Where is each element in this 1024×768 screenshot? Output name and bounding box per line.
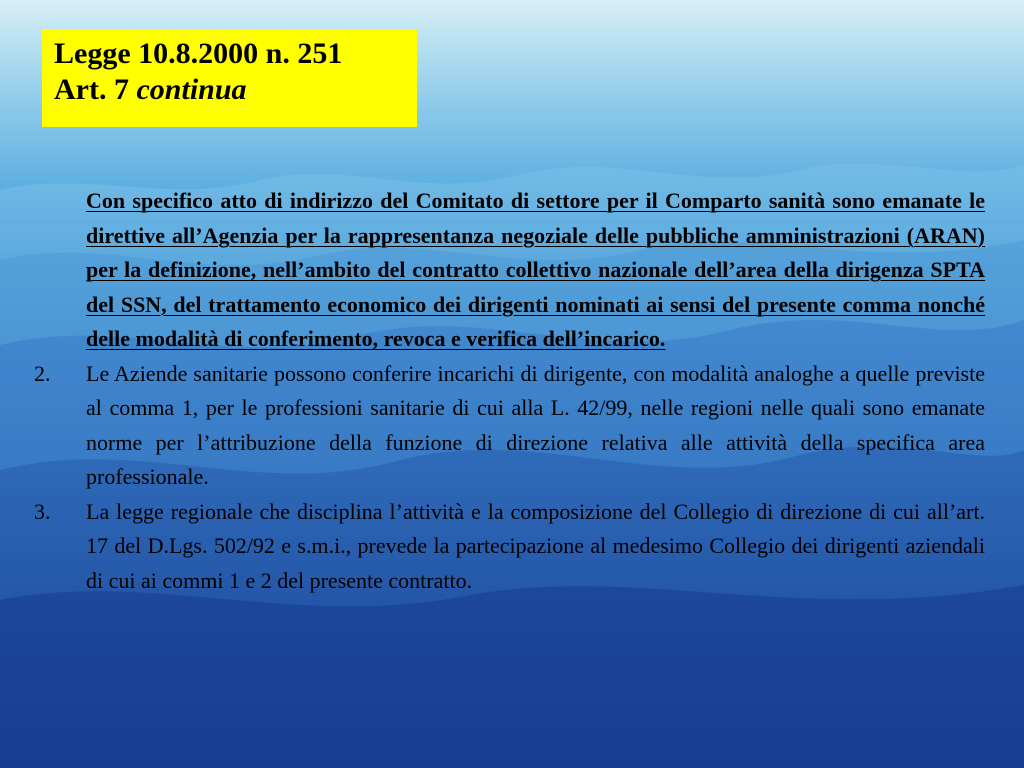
body-text — [34, 184, 985, 598]
title-line-2 — [54, 72, 417, 108]
title-box — [42, 29, 417, 127]
list-item-text: Le Aziende sanitarie possono conferire incarichi di dirigente, con modalità analoghe a quelle previste al comma 1, per le professioni sanitarie di cui alla L. 42/99, nelle regioni nelle quali sono emanate norme per l’attribuzione della funzione di direzione relativa alle attività della specifica area professionale. — [86, 360, 985, 489]
title-continua: continua — [136, 73, 247, 106]
list-item-text: La legge regionale che disciplina l’attività e la composizione del Collegio di direzione di cui all’art. 17 del D.Lgs. 502/92 e s.m.i., prevede la partecipazione al medesimo Collegio dei dirigenti aziendali di cui ai commi 1 e 2 del presente contratto. — [86, 498, 985, 593]
ridge-front — [0, 585, 1024, 768]
list-item — [34, 357, 985, 495]
list-item-number: 2. — [34, 360, 51, 386]
title-line-1: Legge 10.8.2000 n. 251 — [54, 37, 343, 70]
list-item — [34, 495, 985, 599]
title-article: Art. 7 — [54, 73, 129, 106]
list-item-number: 3. — [34, 498, 51, 524]
intro-paragraph: Con specifico atto di indirizzo del Comitato di settore per il Comparto sanità sono emanate le direttive all’Agenzia per la rappresentanza negoziale delle pubbliche amministrazioni (ARAN) per la definizione, nell’ambito del contratto collettivo nazionale dell’area della dirigenza SPTA del SSN, del trattamento economico dei dirigenti nominati ai sensi del presente comma nonché delle modalità di conferimento, revoca e verifica dell’incarico. — [86, 188, 985, 351]
